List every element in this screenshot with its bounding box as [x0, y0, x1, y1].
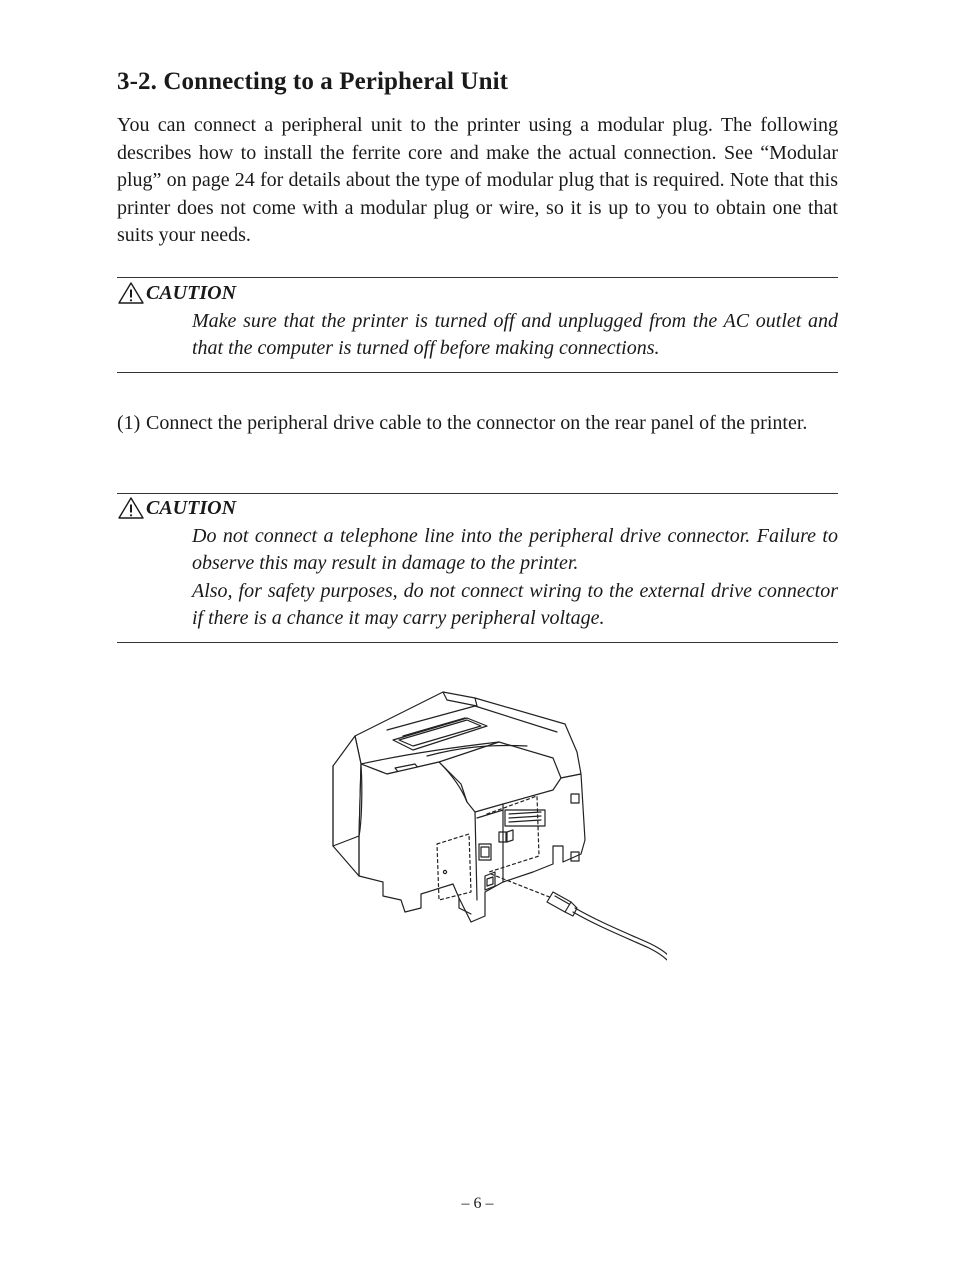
caution-paragraph: Do not connect a telephone line into the peripheral drive connector. Failure to observe this may result in damage to the printer.: [192, 525, 838, 575]
caution-top-rule: [117, 277, 838, 278]
page-number: – 6 –: [461, 1195, 494, 1212]
section-title: 3-2. Connecting to a Peripheral Unit: [117, 68, 509, 95]
caution-heading: [117, 281, 236, 305]
caution-text: [192, 308, 838, 363]
caution-label: CAUTION: [146, 496, 237, 519]
caution-label: CAUTION: [146, 281, 237, 304]
intro-paragraph: You can connect a peripheral unit to the printer using a modular plug. The following describes how to install the ferrite core and make the actual connection. See “Modular plug” on page 24 for details about the type of modular plug that is required. Note that this printer does not come with a modular plug or wire, so it is up to you to obtain one that suits your needs.: [117, 114, 838, 246]
caution-paragraph: Make sure that the printer is turned off and unplugged from the AC outlet and that the computer is turned off before making connections.: [192, 310, 838, 360]
caution-bottom-rule: [117, 642, 838, 643]
caution-top-rule: [117, 493, 838, 494]
step-text: Connect the peripheral drive cable to the connector on the rear panel of the printer.: [146, 412, 808, 434]
printer-rear-connection-illustration: [327, 686, 667, 968]
warning-triangle-icon: [117, 496, 145, 520]
warning-triangle-icon: [117, 281, 145, 305]
caution-bottom-rule: [117, 372, 838, 373]
manual-page: [117, 0, 838, 1272]
caution-text: [192, 523, 838, 632]
caution-paragraph: Also, for safety purposes, do not connect wiring to the external drive connector if there is a chance it may carry peripheral voltage.: [192, 579, 838, 629]
step-item: [117, 409, 838, 437]
step-number: (1): [117, 412, 141, 434]
caution-heading: [117, 496, 236, 520]
